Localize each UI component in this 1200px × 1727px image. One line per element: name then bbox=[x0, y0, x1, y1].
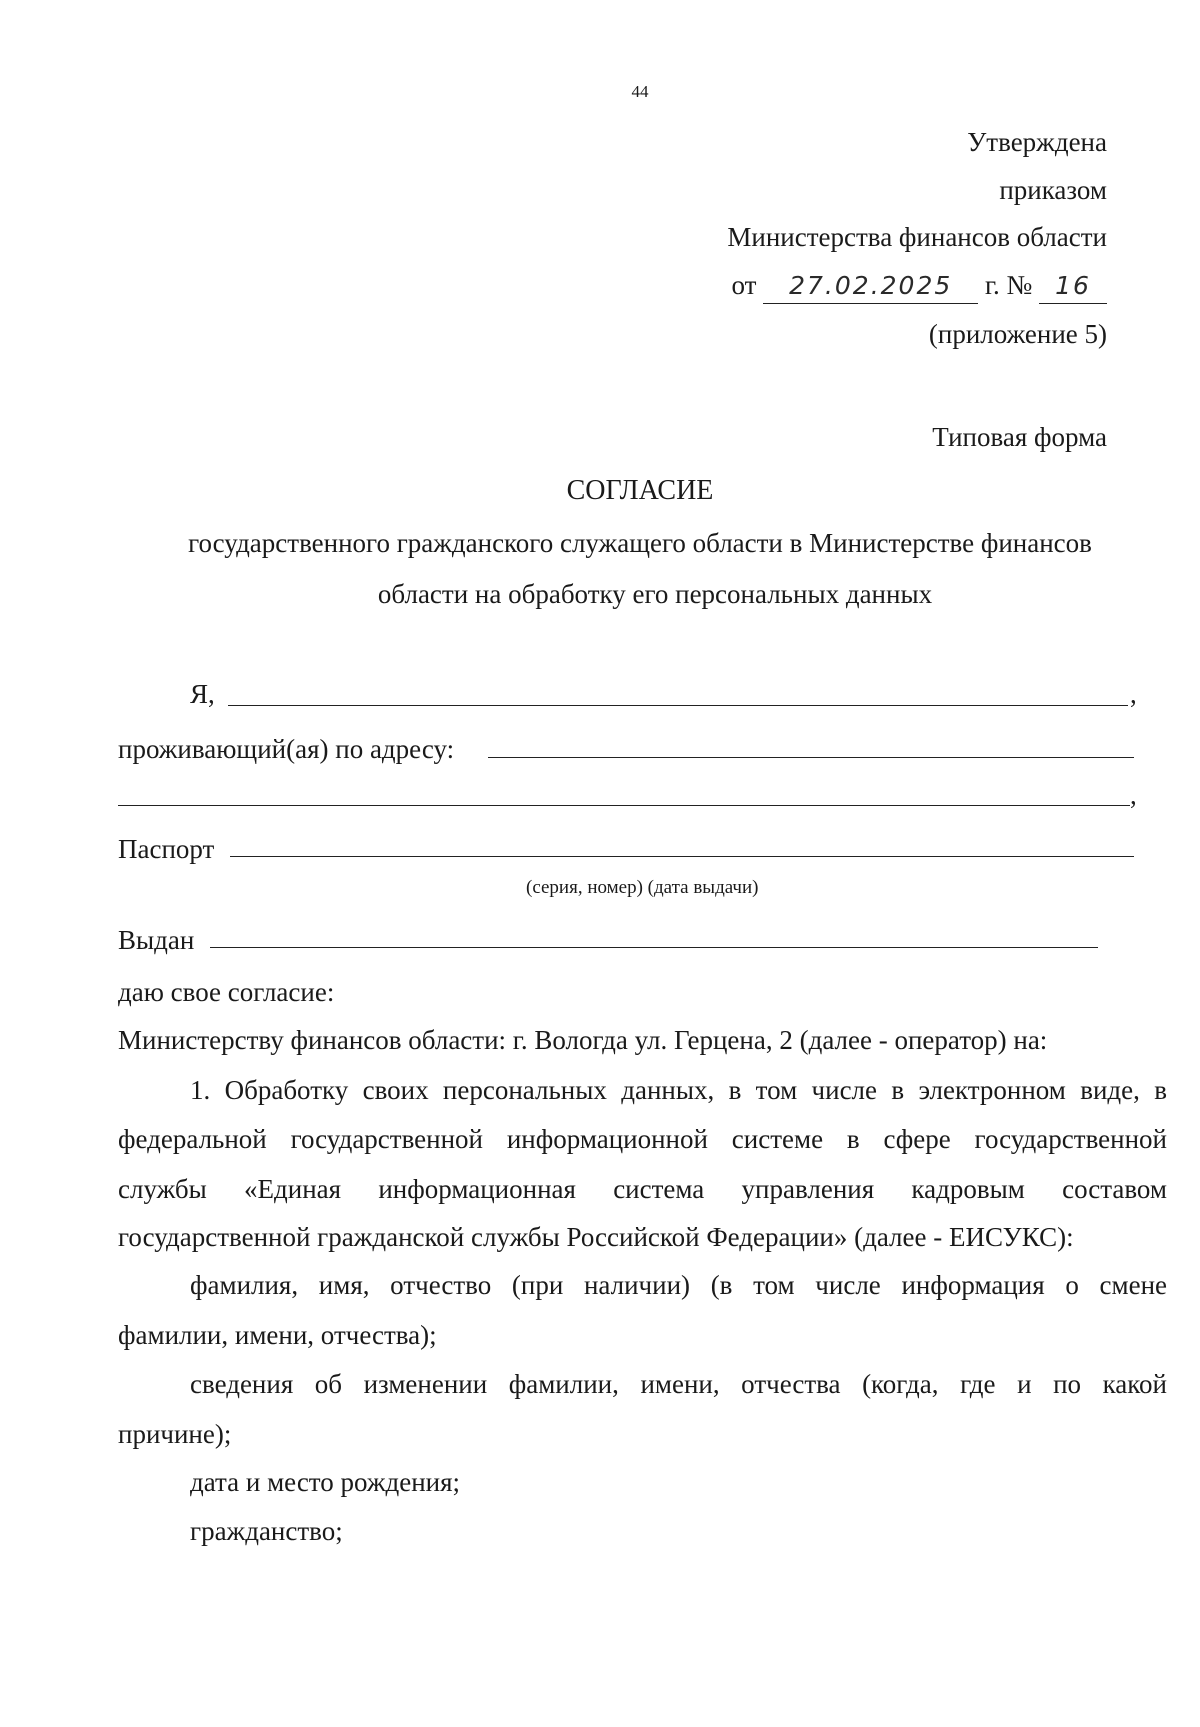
address-label: проживающий(ая) по адресу: bbox=[118, 734, 455, 764]
issued-label: Выдан bbox=[118, 925, 195, 955]
item-2-line-1: сведения об изменении фамилии, имени, отчества (когда, где и по какой bbox=[190, 1369, 1167, 1399]
subtitle-line-2: области на обработку его персональных данных bbox=[377, 579, 933, 609]
passport-field[interactable] bbox=[230, 856, 1134, 857]
name-field[interactable] bbox=[228, 705, 1128, 706]
page-number: 44 bbox=[631, 82, 649, 101]
approval-date: 27.02.2025 bbox=[789, 271, 953, 300]
item-2-line-2: причине); bbox=[118, 1419, 232, 1449]
item-4: гражданство; bbox=[190, 1516, 343, 1546]
passport-label: Паспорт bbox=[118, 834, 215, 864]
approval-date-line bbox=[732, 268, 1108, 304]
paragraph-1-line-1: 1. Обработку своих персональных данных, в том числе в электронном виде, в bbox=[190, 1075, 1167, 1105]
from-label: от bbox=[731, 270, 757, 300]
year-number-label: г. № bbox=[984, 270, 1033, 300]
issued-field[interactable] bbox=[210, 947, 1098, 948]
paragraph-1-line-2: федеральной государственной информационной системе в сфере государственной bbox=[118, 1124, 1167, 1154]
item-3: дата и место рождения; bbox=[190, 1467, 461, 1497]
approval-date-field bbox=[763, 268, 978, 304]
subtitle-line-1: государственного гражданского служащего области в Министерстве финансов bbox=[188, 528, 1092, 558]
name-label: Я, bbox=[190, 679, 215, 709]
paragraph-1-line-4: государственной гражданской службы Российской Федерации» (далее - ЕИСУКС): bbox=[118, 1222, 1074, 1252]
approval-line-2: приказом bbox=[999, 175, 1107, 205]
address-field-line-2[interactable] bbox=[118, 805, 1130, 806]
order-number: 16 bbox=[1055, 271, 1091, 300]
operator-text: Министерству финансов области: г. Вологда ул. Герцена, 2 (далее - оператор) на: bbox=[118, 1025, 1048, 1055]
appendix-label: (приложение 5) bbox=[928, 319, 1107, 349]
order-number-field bbox=[1039, 268, 1107, 304]
approval-line-1: Утверждена bbox=[967, 127, 1107, 157]
paragraph-1-line-3: службы «Единая информационная система управления кадровым составом bbox=[118, 1174, 1167, 1204]
address-comma: , bbox=[1130, 780, 1137, 810]
form-type: Типовая форма bbox=[932, 422, 1107, 452]
document-title: СОГЛАСИЕ bbox=[566, 475, 714, 506]
item-1-line-1: фамилия, имя, отчество (при наличии) (в том числе информация о смене bbox=[190, 1270, 1167, 1300]
item-1-line-2: фамилии, имени, отчества); bbox=[118, 1320, 437, 1350]
address-field-line-1[interactable] bbox=[488, 757, 1134, 758]
passport-hint: (серия, номер) (дата выдачи) bbox=[526, 877, 759, 898]
approval-line-3: Министерства финансов области bbox=[727, 222, 1107, 252]
consent-text: даю свое согласие: bbox=[118, 977, 335, 1007]
name-comma: , bbox=[1130, 679, 1137, 709]
